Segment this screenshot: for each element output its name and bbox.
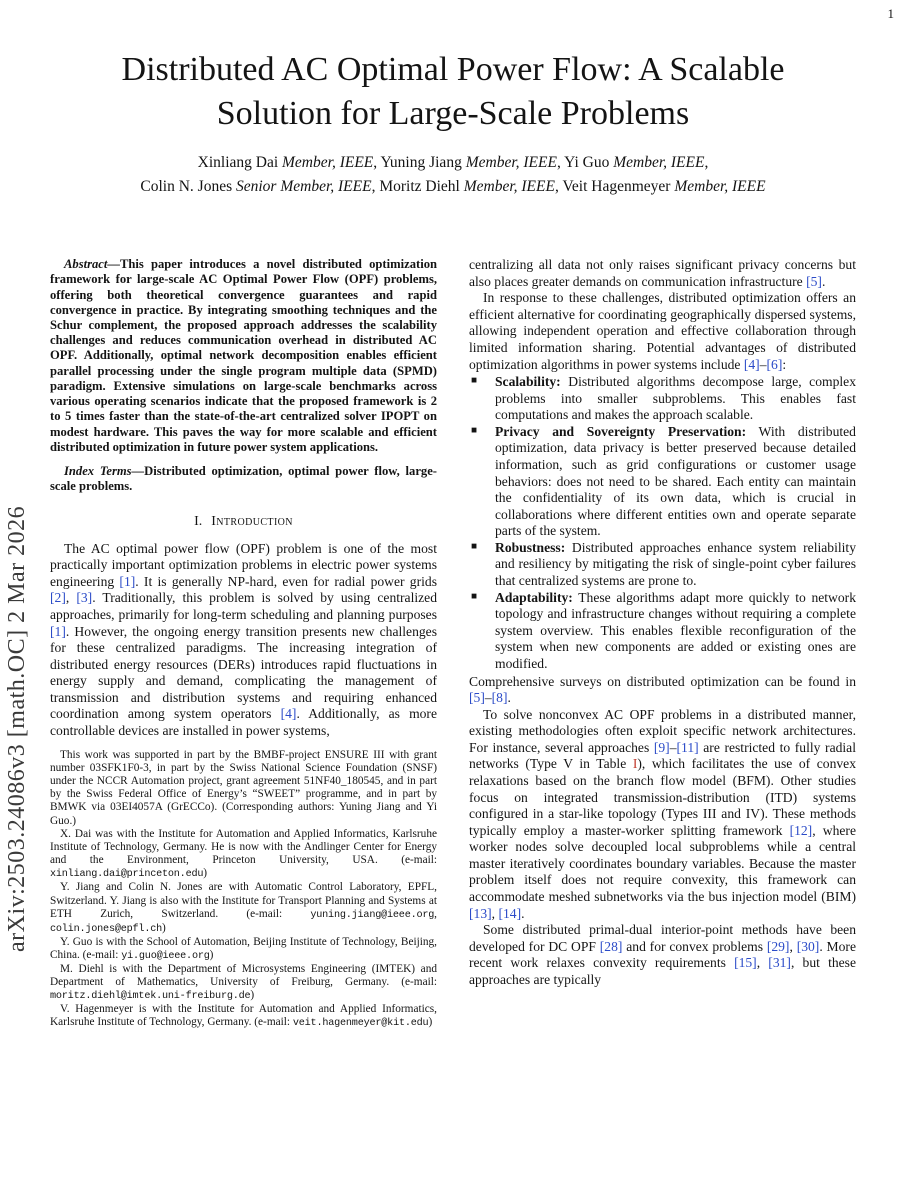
bullet-label: Adaptability: (495, 589, 573, 605)
citation-link[interactable]: [13] (469, 905, 492, 921)
footnote-author-guo: Y. Guo is with the School of Automation, Beijing Institute of Technology, Beijing, China. (e-mail: yi.guo@ieee.org) (50, 935, 437, 962)
citation-link[interactable]: [30] (796, 938, 820, 954)
body-paragraph: In response to these challenges, distributed optimization offers an efficient alternative for coordinating geographically dispersed systems, allowing independent operation and effective collaboration through limited information sharing. Potential advantages of distributed optimization algorithms in power systems include [4]–[6]: (469, 290, 856, 372)
author-role: Member, IEEE (613, 154, 705, 172)
paper-title-line2: Solution for Large-Scale Problems (216, 94, 690, 132)
citation-link[interactable]: [4] (280, 706, 297, 722)
paper-header (0, 48, 906, 199)
advantages-list (469, 374, 856, 672)
footnote-author-jiang-jones: Y. Jiang and Colin N. Jones are with Automatic Control Laboratory, EPFL, Switzerland. Y. Jiang is also with the Institute for Transport Planning and Systems at ETH Zurich, Switzerland. (e-mail: yuning.jiang@ieee.org, colin.jones@epfl.ch) (50, 881, 437, 935)
two-column-layout (0, 257, 906, 1030)
index-terms (50, 464, 437, 494)
footnote-author-diehl: M. Diehl is with the Department of Microsystems Engineering (IMTEK) and Department of Mathematics, University of Freiburg, Germany. (e-mail: moritz.diehl@imtek.uni-freiburg.de) (50, 962, 437, 1002)
citation-link[interactable]: [14] (498, 905, 522, 921)
index-terms-label: Index Terms— (64, 464, 145, 479)
paper-title-line1: Distributed AC Optimal Power Flow: A Scalable (121, 51, 785, 88)
citation-link[interactable]: [29] (766, 938, 790, 954)
bullet-label: Scalability: (495, 374, 561, 390)
email-text: colin.jones@epfl.ch (50, 923, 163, 935)
body-paragraph: Some distributed primal-dual interior-point methods have been developed for DC OPF [28] and for convex problems [29], [30]. More recent work relaxes convexity requirements [15], [31], but these approaches are typically (469, 922, 856, 987)
author-name: , Moritz Diehl (371, 178, 464, 196)
paper-title (0, 48, 906, 135)
bullet-text: Distributed algorithms decompose large, complex problems into smaller subproblems. This enables fast computations and makes the approach scalable. (495, 374, 856, 423)
author-line-1 (0, 151, 906, 175)
footnote-funding: This work was supported in part by the BMBF-project ENSURE III with grant number 03SFK1F0-3, in part by the Swiss National Science Foundation (SNSF) under the NCCR Automation project, grant agreement 51NF40_180545, and in part by the Swiss Federal Office of Energy’s “SWEET” programme, and in part by BMWK via 03EI4057A (GrECCo). (Corresponding authors: Yuning Jiang and Yi Guo.) (50, 748, 437, 827)
bullet-text: These algorithms adapt more quickly to network topology and infrastructure changes without requiring a complete system overview. This enables flexible reconfiguration of the system when new components are added or existing ones are modified. (495, 589, 856, 671)
footnote-author-dai: X. Dai was with the Institute for Automation and Applied Informatics, Karlsruhe Institute of Technology, Germany. He is now with the Andlinger Center for Energy and the Environment, Princeton University, USA. (e-mail: xinliang.dai@princeton.edu) (50, 827, 437, 881)
email-text: xinliang.dai@princeton.edu (50, 869, 204, 881)
email-text: moritz.diehl@imtek.uni-freiburg.de (50, 991, 251, 1002)
list-item-adaptability (469, 590, 856, 673)
body-paragraph: Comprehensive surveys on distributed optimization can be found in [5]–[8]. (469, 673, 856, 706)
index-terms-text: Distributed optimization, optimal power flow, large-scale problems. (50, 464, 437, 494)
citation-link[interactable]: [31] (768, 955, 791, 971)
author-name: Xinliang Dai (197, 154, 283, 172)
author-role: Member, IEEE (674, 178, 766, 196)
citation-link[interactable]: [9] (653, 739, 670, 755)
author-role: Member, IEEE (463, 178, 555, 196)
citation-link[interactable]: [28] (599, 938, 623, 954)
author-name: , Yuning Jiang (373, 154, 466, 172)
author-list (0, 151, 906, 199)
citation-link[interactable]: [5] (469, 690, 485, 706)
citation-link[interactable]: [8] (491, 690, 508, 706)
author-role: Member, IEEE (282, 154, 374, 172)
abstract (50, 257, 437, 455)
list-item-privacy (469, 424, 856, 540)
author-name: , Veit Hagenmeyer (554, 178, 675, 196)
list-item-robustness (469, 540, 856, 590)
bullet-label: Privacy and Sovereignty Preservation: (495, 423, 747, 439)
abstract-text: This paper introduces a novel distributed optimization framework for large-scale AC Optimal Power Flow (OPF) problems, offering both theoretical convergence guarantees and rapid convergence in practice. By integrating smoothing techniques and the Schur complement, the proposed approach addresses the scalability challenges and reduces communication overhead in distributed AC OPF. Additionally, optimal network decomposition enables efficient parallel processing under the single program multiple data (SPMD) paradigm. Extensive simulations on large-scale benchmarks across various operating scenarios indicate that the proposed framework is 2 to 5 times faster than the state-of-the-art centralized solver IPOPT on modest hardware. This paves the way for more scalable and efficient distributed optimization in future power system applications. (50, 257, 437, 454)
bullet-label: Robustness: (495, 539, 566, 555)
citation-link[interactable]: [6] (766, 356, 783, 372)
section-title: Introduction (211, 513, 293, 529)
intro-paragraph: The AC optimal power flow (OPF) problem is one of the most practically important optimization problems in electric power systems engineering [1]. It is generally NP-hard, even for radial power grids [2], [3]. Traditionally, this problem is solved by using centralized approaches, primarily for long-term scheduling and planning purposes [1]. However, the ongoing energy transition presents new challenges for these centralized paradigms. The increasing integration of distributed energy resources (DERs) introduces rapid fluctuations in energy supply and demand, complicating the management of transmission and distribution systems and requiring enhanced coordination among system operators [4]. Additionally, as more controllable devices are installed in power systems, (50, 540, 437, 739)
email-text: veit.hagenmeyer@kit.edu (292, 1018, 429, 1030)
author-name: , Yi Guo (556, 154, 614, 172)
citation-link[interactable]: [12] (789, 822, 813, 838)
page-number: 1 (887, 6, 894, 21)
list-item-scalability (469, 374, 856, 424)
table-ref-link[interactable]: I (632, 756, 638, 772)
author-name: Colin N. Jones (140, 178, 236, 196)
left-column (50, 257, 437, 1030)
bullet-text: Distributed approaches enhance system reliability and resiliency by mitigating the risk of single-point cyber failures that centralized systems are prone to. (495, 539, 856, 589)
citation-link[interactable]: [2] (50, 590, 66, 606)
section-number: I. (194, 513, 203, 529)
author-role: Senior Member, IEEE (236, 178, 372, 196)
abstract-label: Abstract— (64, 257, 120, 272)
body-paragraph: To solve nonconvex AC OPF problems in a distributed manner, existing methodologies often exploit specific network architectures. For instance, several approaches [9]–[11] are restricted to fully radial networks (Type V in Table I), which facilitates the use of convex relaxations based on the branch flow model (BFM). Other studies focus on integrated transmission-distribution (ITD) systems configured in a star-like topology (Types III and IV). These methods typically employ a master-worker splitting framework [12], where worker nodes solve decoupled local subproblems while a central master iteratively coordinates boundary variables. Because the master problem itself does not require convexity, this framework can accommodate meshed subnetworks via the bus injection model (BIM) [13], [14]. (469, 706, 857, 921)
citation-link[interactable]: [11] (676, 739, 699, 755)
citation-link[interactable]: [15] (734, 955, 757, 971)
citation-link[interactable]: [1] (50, 623, 66, 639)
author-name: , (704, 154, 709, 172)
citation-link[interactable]: [4] (743, 356, 760, 372)
citation-link[interactable]: [1] (119, 573, 136, 589)
author-role: Member, IEEE (465, 154, 557, 172)
email-text: yi.guo@ieee.org (121, 950, 210, 962)
body-paragraph: centralizing all data not only raises significant privacy concerns but also places greater demands on communication infrastructure [5]. (469, 257, 856, 289)
citation-link[interactable]: [3] (76, 590, 93, 606)
section-heading-introduction (50, 513, 437, 530)
email-text: yuning.jiang@ieee.org (310, 909, 435, 921)
author-line-2 (0, 175, 906, 199)
footnotes (50, 749, 437, 1030)
bullet-text: With distributed optimization, data privacy is better preserved because detailed information, such as grid configurations or customer usage behaviors: does not need to be shared. Each entity can maintain the confidentiality of its own data, which is crucial in collaborations where different entities own and operate separate parts of the system. (495, 423, 856, 539)
arxiv-watermark: arXiv:2503.24086v3 [math.OC] 2 Mar 2026 (4, 505, 30, 952)
footnote-author-hagenmeyer: V. Hagenmeyer is with the Institute for Automation and Applied Informatics, Karlsruhe Institute of Technology, Germany. (e-mail: veit.hagenmeyer@kit.edu) (50, 1002, 437, 1030)
citation-link[interactable]: [5] (806, 273, 822, 289)
right-column (469, 257, 856, 1030)
